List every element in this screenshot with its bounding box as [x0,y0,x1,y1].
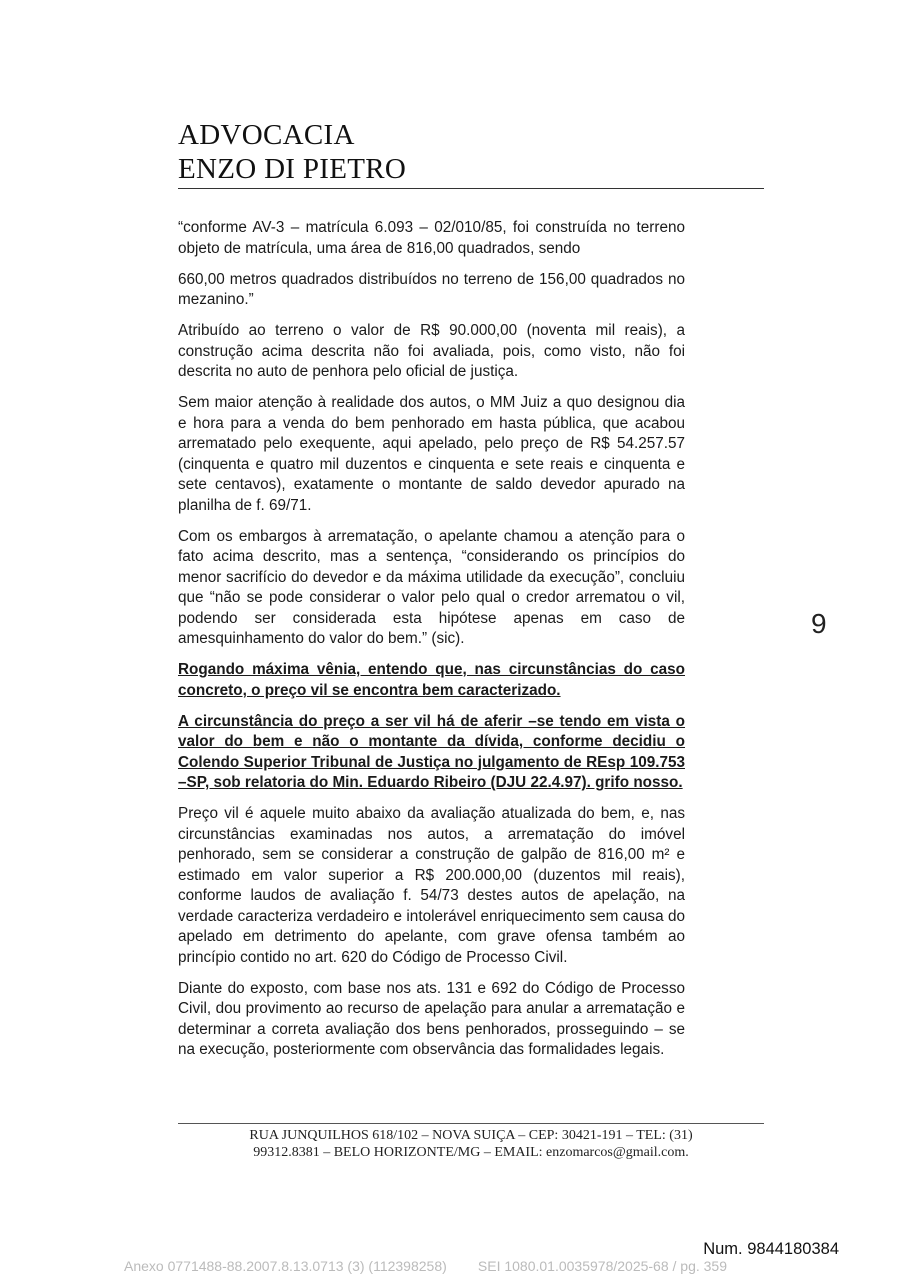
paragraph: “conforme AV-3 – matrícula 6.093 – 02/010/85, foi construída no terreno objeto de matrícula, uma área de 816,00 quadrados, sendo [178,219,685,257]
letterhead [178,118,764,189]
paragraph: Preço vil é aquele muito abaixo da avaliação atualizada do bem, e, nas circunstâncias examinadas nos autos, a arrematação do imóvel penhorado, sem se considerar a construção de galpão de 816,00 m² e estimado em valor superior a R$ 200.000,00 (duzentos mil reais), conforme laudos de avaliação f. 54/73 destes autos de apelação, na verdade caracteriza verdadeiro e intolerável enriquecimento sem causa do apelado em detrimento do apelante, com grave ofensa também ao princípio contido no art. 620 do Código de Processo Civil. [178,805,685,966]
emphasized-paragraph: Rogando máxima vênia, entendo que, nas circunstâncias do caso concreto, o preço vil se encontra bem caracterizado. [178,661,685,699]
letterhead-line-2: ENZO DI PIETRO [178,153,407,185]
footer-address-line-2: 99312.8381 – BELO HORIZONTE/MG – EMAIL: enzomarcos@gmail.com. [253,1145,689,1160]
page-number: 9 [811,608,827,639]
letterhead-footer [178,1123,764,1161]
paragraph: Atribuído ao terreno o valor de R$ 90.000,00 (noventa mil reais), a construção acima descrita não foi avaliada, pois, como visto, não foi descrita no auto de penhora pelo oficial de justiça. [178,322,685,380]
annex-reference-stamp: Anexo 0771488-88.2007.8.13.0713 (3) (112398258) SEI 1080.01.0035978/2025-68 / pg. 359 [124,1258,727,1274]
paragraph: Com os embargos à arrematação, o apelante chamou a atenção para o fato acima descrito, mas a sentença, “considerando os princípios do menor sacrifício do devedor e da máxima utilidade da execução”, concluiu que “não se pode considerar o valor pelo qual o credor arrematou o vil, podendo ser considerada esta hipótese apenas em caso de amesquinhamento do valor do bem.” (sic). [178,527,685,647]
paragraph: Sem maior atenção à realidade dos autos, o MM Juiz a quo designou dia e hora para a venda do bem penhorado em hasta pública, que acabou arrematado pelo exequente, aqui apelado, pelo preço de R$ 54.257.57 (cinquenta e quatro mil duzentos e cinquenta e sete reais e cinquenta e sete centavos), exatamente o montante de saldo devedor apurado na planilha de f. 69/71. [178,394,685,514]
paragraph: Diante do exposto, com base nos ats. 131 e 692 do Código de Processo Civil, dou provimento ao recurso de apelação para anular a arrematação e determinar a correta avaliação dos bens penhorados, prosseguindo – se na execução, posteriormente com observância das formalidades legais. [178,979,685,1058]
emphasized-paragraph: A circunstância do preço a ser vil há de aferir –se tendo em vista o valor do bem e não o montante da dívida, conforme decidiu o Colendo Superior Tribunal de Justiça no julgamento de REsp 109.753 –SP, sob relatoria do Min. Eduardo Ribeiro (DJU 22.4.97). grifo nosso. [178,712,685,791]
paragraph: 660,00 metros quadrados distribuídos no terreno de 156,00 quadrados no mezanino.” [178,270,685,308]
document-body [178,218,685,1071]
letterhead-line-1: ADVOCACIA [178,119,355,151]
document-number-stamp: Num. 9844180384 [703,1240,839,1258]
footer-address-line-1: RUA JUNQUILHOS 618/102 – NOVA SUIÇA – CEP: 30421-191 – TEL: (31) [249,1128,693,1143]
